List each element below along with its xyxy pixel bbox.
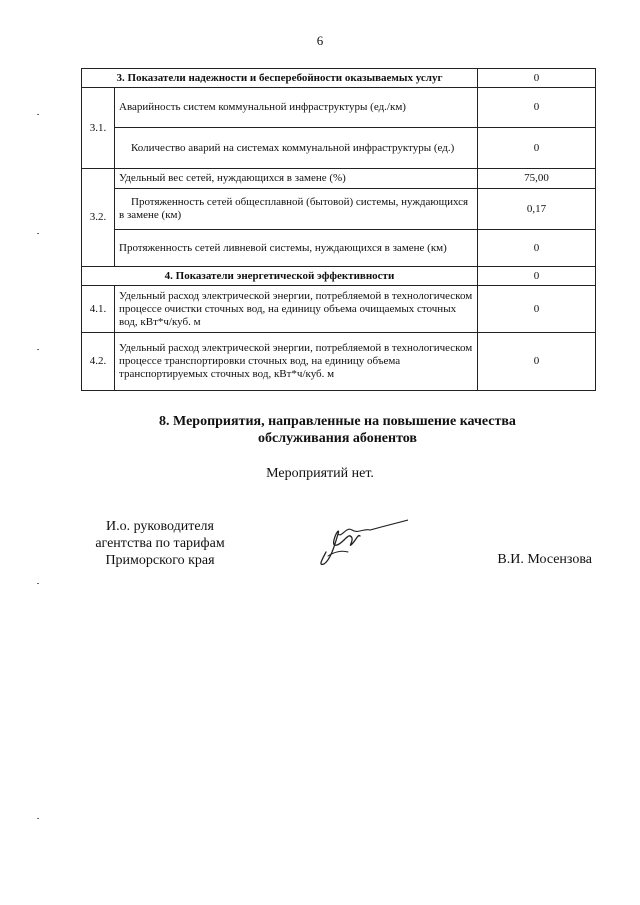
signer-name: В.И. Мосензова xyxy=(497,552,592,567)
page-number: 6 xyxy=(316,33,324,48)
margin-mark xyxy=(37,233,39,234)
indicator-label: Количество аварий на системах коммунальной инфраструктуры (ед.) xyxy=(115,128,478,169)
table-row xyxy=(82,169,596,189)
row-number: 4.1. xyxy=(82,286,115,333)
table-row xyxy=(82,189,596,230)
row-number: 4.2. xyxy=(82,333,115,391)
signer-title-line3: Приморского края xyxy=(105,553,215,568)
indicator-value: 0 xyxy=(478,128,596,169)
table-section-row xyxy=(82,69,596,88)
section-value: 0 xyxy=(478,69,596,88)
no-measures-text: Мероприятий нет. xyxy=(266,466,374,481)
section-title: 3. Показатели надежности и бесперебойности оказываемых услуг xyxy=(82,69,478,88)
section-8-heading xyxy=(100,413,575,447)
section-8-heading-line2: обслуживания абонентов xyxy=(258,431,417,446)
table-row xyxy=(82,230,596,267)
signer-title xyxy=(50,518,270,569)
signer-title-line2: агентства по тарифам xyxy=(95,536,225,551)
margin-mark xyxy=(37,818,39,819)
indicator-label: Аварийность систем коммунальной инфраструктуры (ед./км) xyxy=(115,88,478,128)
section-title: 4. Показатели энергетической эффективности xyxy=(82,267,478,286)
table-row xyxy=(82,333,596,391)
table-row xyxy=(82,286,596,333)
table-row xyxy=(82,128,596,169)
indicator-value: 75,00 xyxy=(478,169,596,189)
margin-mark xyxy=(37,583,39,584)
indicator-label: Удельный расход электрической энергии, потребляемой в технологическом процессе очистки сточных вод, на единицу объема очищаемых сточных вод, кВт*ч/куб. м xyxy=(115,286,478,333)
indicator-value: 0 xyxy=(478,286,596,333)
indicator-value: 0 xyxy=(478,88,596,128)
indicator-label: Удельный вес сетей, нуждающихся в замене (%) xyxy=(115,169,478,189)
indicator-label: Протяженность сетей общесплавной (бытовой) системы, нуждающихся в замене (км) xyxy=(115,189,478,230)
indicator-label: Удельный расход электрической энергии, потребляемой в технологическом процессе транспортировки сточных вод, на единицу объема транспортируемых сточных вод, кВт*ч/куб. м xyxy=(115,333,478,391)
margin-mark xyxy=(37,349,39,350)
section-8-heading-line1: 8. Мероприятия, направленные на повышение качества xyxy=(159,414,516,429)
margin-mark xyxy=(37,114,39,115)
indicator-value: 0 xyxy=(478,333,596,391)
indicator-value: 0 xyxy=(478,230,596,267)
indicators-table xyxy=(81,68,596,391)
signer-title-line1: И.о. руководителя xyxy=(105,519,214,534)
row-number: 3.2. xyxy=(82,169,115,267)
section-value: 0 xyxy=(478,267,596,286)
indicator-value: 0,17 xyxy=(478,189,596,230)
indicator-label: Протяженность сетей ливневой системы, нуждающихся в замене (км) xyxy=(115,230,478,267)
handwritten-signature xyxy=(308,512,408,572)
row-number: 3.1. xyxy=(82,88,115,169)
table-section-row xyxy=(82,267,596,286)
table-row xyxy=(82,88,596,128)
